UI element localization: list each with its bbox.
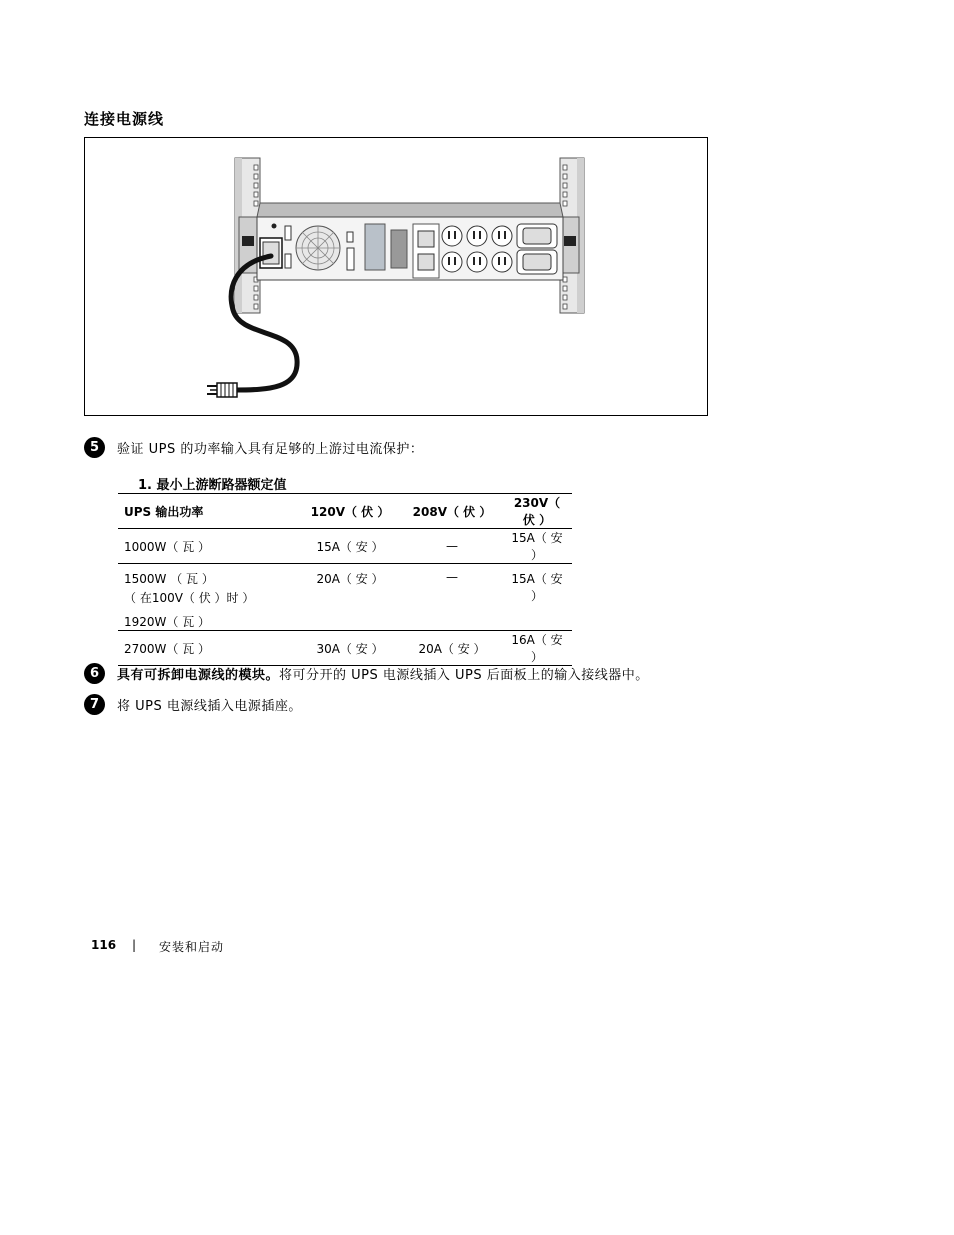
cell-120v: 20A（ 安 ） bbox=[298, 564, 402, 631]
cell-power bbox=[118, 564, 298, 631]
table-header-row bbox=[118, 494, 572, 529]
ups-rack-diagram bbox=[85, 138, 707, 415]
fan-grille-icon bbox=[296, 226, 340, 270]
table-row bbox=[118, 529, 572, 564]
table-row bbox=[118, 631, 572, 666]
cell-230v: 15A（ 安 ） bbox=[502, 529, 572, 564]
section-title: 连接电源线 bbox=[84, 110, 165, 128]
cell-208v: — bbox=[402, 564, 502, 631]
step-7-text: 将 UPS 电源线插入电源插座。 bbox=[117, 699, 302, 714]
cell-power: 2700W（ 瓦 ） bbox=[118, 631, 298, 666]
page-number: 116 bbox=[91, 938, 117, 952]
cell-208v: — bbox=[402, 529, 502, 564]
step-6-heading: 具有可拆卸电源线的模块。 bbox=[117, 668, 280, 683]
step-7 bbox=[84, 694, 302, 715]
cell-120v: 15A（ 安 ） bbox=[298, 529, 402, 564]
table-caption: 1. 最小上游断路器额定值 bbox=[138, 478, 287, 493]
footer-section-title: 安装和启动 bbox=[159, 940, 225, 954]
cell-power-line1: 1500W （ 瓦 ） bbox=[124, 572, 214, 586]
breaker-rating-table bbox=[118, 493, 572, 666]
cell-power: 1000W（ 瓦 ） bbox=[118, 529, 298, 564]
step-6 bbox=[84, 663, 649, 684]
step-6-text: 将可分开的 UPS 电源线插入 UPS 后面板上的输入接线器中。 bbox=[279, 668, 649, 683]
cell-230v: 16A（ 安 ） bbox=[502, 631, 572, 666]
table-row bbox=[118, 564, 572, 631]
header-ups-power: UPS 输出功率 bbox=[118, 494, 298, 529]
cell-208v: 20A（ 安 ） bbox=[402, 631, 502, 666]
cell-power-line3: 1920W（ 瓦 ） bbox=[124, 615, 211, 629]
power-plug-icon bbox=[207, 383, 237, 397]
header-230v: 230V（ 伏 ） bbox=[502, 494, 572, 529]
step-5-text: 验证 UPS 的功率输入具有足够的上游过电流保护： bbox=[117, 442, 424, 457]
step-number-badge: 5 bbox=[84, 437, 105, 458]
step-number-badge: 7 bbox=[84, 694, 105, 715]
step-5 bbox=[84, 437, 423, 458]
header-120v: 120V（ 伏 ） bbox=[298, 494, 402, 529]
header-208v: 208V（ 伏 ） bbox=[402, 494, 502, 529]
ups-power-cord-illustration bbox=[84, 137, 708, 416]
cell-120v: 30A（ 安 ） bbox=[298, 631, 402, 666]
cell-power-line2: （ 在100V（ 伏 ）时 ） bbox=[124, 591, 255, 605]
footer-separator: | bbox=[132, 938, 137, 952]
step-number-badge: 6 bbox=[84, 663, 105, 684]
cell-230v: 15A（ 安 ） bbox=[502, 564, 572, 631]
